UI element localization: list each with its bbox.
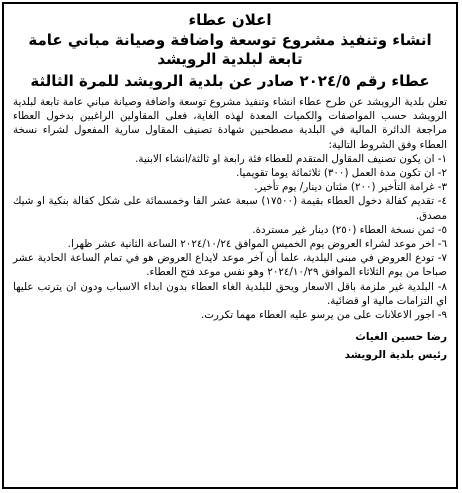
- condition-text: ان تكون مدة العمل (٣٠٠) ثلاثمائة يوما تقويميا.: [236, 167, 435, 180]
- condition-item: [13, 280, 447, 308]
- condition-number: ٢-: [437, 167, 447, 180]
- condition-item: [13, 308, 447, 322]
- announcement-heading: اعلان عطاء: [188, 11, 272, 29]
- conditions-list: [13, 152, 447, 322]
- condition-item: [13, 237, 447, 251]
- intro-paragraph: تعلن بلدية الرويشد عن طرح عطاء انشاء وتنفيذ مشروع توسعة واضافة وصيانة مباني عامة تابعة لبلدية الرويشد حسب المواصفات والكميات المعدة لهذه الغاية، فعلى المقاولين الراغبين بدخول العطاء مراجعة الدائرة المالية في البلدية مصطحبين شهادة تصنيف المقاول سارية المفعول لشراء نسخة العطاء وفق الشروط التالية:: [13, 96, 447, 151]
- tender-reference: عطاء رقم ٢٠٢٤/٥ صادر عن بلدية الرويشد للمرة الثالثة: [30, 72, 430, 90]
- condition-text: ثمن نسخة العطاء (٢٥٠) دينار غير مستردة.: [252, 223, 435, 236]
- condition-item: [13, 152, 447, 166]
- tender-announcement: [2, 2, 458, 489]
- condition-text: تقديم كفالة دخول العطاء بقيمة (١٧٥٠٠) سبعة عشر الفا وخمسمائة على شكل كفالة بنكية او شيك مصدق.: [13, 195, 447, 222]
- condition-number: ٨-: [437, 280, 447, 293]
- condition-item: [13, 223, 447, 237]
- condition-item: [13, 251, 447, 279]
- condition-number: ٧-: [437, 252, 447, 265]
- condition-number: ١-: [437, 152, 447, 165]
- condition-number: ٩-: [437, 309, 447, 322]
- signatory-name: رضا حسين الغياث: [355, 331, 447, 344]
- condition-number: ٣-: [437, 181, 447, 194]
- signature-block: [13, 328, 447, 364]
- condition-item: [13, 180, 447, 194]
- condition-text: غرامة التأخير (٢٠٠) مئتان دينار/ يوم تأخير.: [254, 181, 435, 194]
- project-owner: تابعة لبلدية الرويشد: [157, 50, 303, 68]
- condition-text: تودع العروض في مبنى البلدية، علما أن آخر موعد لايداع العروض هو في تمام الساعة الحادية عشر صباحا من يوم الثلاثاء الموافق ٢٠٢٤/١٠/٢٩ وهو نفس موعد فتح العطاء.: [13, 252, 447, 279]
- condition-text: البلدية غير ملزمة باقل الاسعار ويحق للبلدية الغاء العطاء بدون ابداء الاسباب ودون ان يترتب عليها اي التزامات مالية او قضائية.: [13, 280, 447, 307]
- condition-number: ٥-: [437, 223, 447, 236]
- condition-text: اخر موعد لشراء العروض يوم الخميس الموافق ٢٠٢٤/١٠/٢٤ الساعة الثانية عشر ظهرا.: [67, 238, 435, 251]
- condition-number: ٦-: [437, 238, 447, 251]
- condition-number: ٤-: [437, 195, 447, 208]
- condition-text: اجور الاعلانات على من يرسو عليه العطاء مهما تكررت.: [200, 309, 435, 322]
- condition-item: [13, 166, 447, 180]
- signatory-title: رئيس بلدية الرويشد: [344, 349, 447, 362]
- condition-text: ان يكون تصنيف المقاول المتقدم للعطاء فئة رابعة او ثالثة/انشاء الابنية.: [135, 152, 435, 165]
- project-title: انشاء وتنفيذ مشروع توسعة واضافة وصيانة مباني عامة: [28, 31, 432, 49]
- condition-item: [13, 194, 447, 222]
